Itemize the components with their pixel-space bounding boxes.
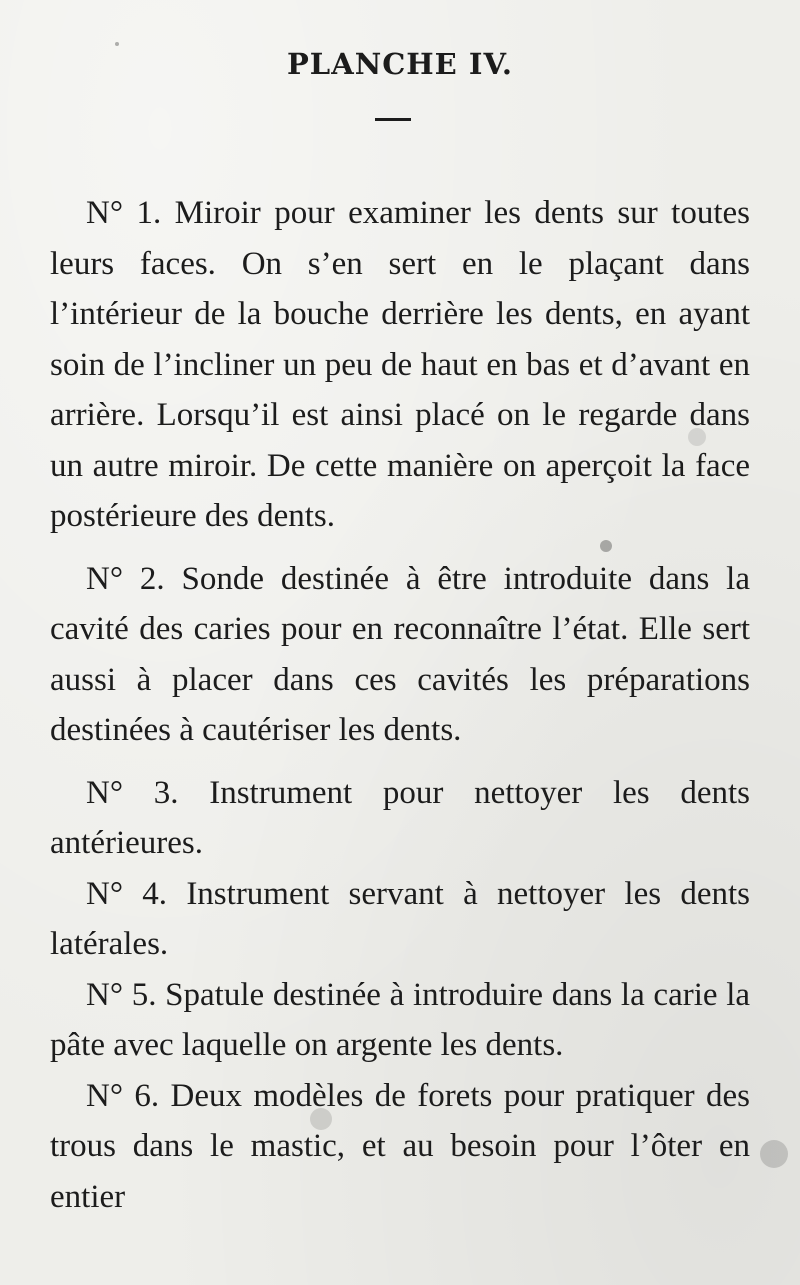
paper-speck (688, 428, 706, 446)
entry-2 (50, 554, 750, 756)
plate-description (50, 188, 750, 1222)
entry-1 (50, 188, 750, 542)
entry-text: Instrument pour nettoyer les dents antérieures. (50, 774, 750, 861)
entry-number: N° 1. (86, 195, 162, 231)
entry-text: Deux modèles de forets pour pratiquer des trous dans le mastic, et au besoin pour l’ôter en entier (50, 1077, 751, 1215)
entry-text: Spatule destinée à introduire dans la carie la pâte avec laquelle on argente les dents. (50, 976, 751, 1063)
entry-5 (50, 970, 750, 1071)
paper-speck (600, 540, 612, 552)
paper-speck (115, 42, 119, 46)
entry-number: N° 2. (86, 560, 165, 597)
paper-speck (310, 1108, 332, 1130)
entry-text: Instrument servant à nettoyer les dents latérales. (50, 875, 750, 962)
title-divider (375, 118, 411, 121)
entry-6 (50, 1071, 750, 1223)
entry-3 (50, 768, 750, 869)
entry-text: Miroir pour examiner les dents sur toutes leurs faces. On s’en sert en le plaçant dans l’intérieur de la bouche derrière les dents, en ayant soin de l’incliner un peu de haut en bas et d’avant en arrière. Lorsqu’il est ainsi placé on le regarde dans un autre miroir. De cette manière on aperçoit la face postérieure des dents. (50, 195, 751, 534)
entry-text: Sonde destinée à être introduite dans la cavité des caries pour en reconnaître l’état. Elle sert aussi à placer dans ces cavités les préparations destinées à cautériser les dents. (50, 560, 750, 748)
entry-number: N° 4. (86, 875, 168, 912)
entry-number: N° 6. (86, 1077, 160, 1114)
entry-4 (50, 869, 750, 970)
paper-speck (760, 1140, 788, 1168)
entry-number: N° 5. (86, 976, 157, 1013)
entry-number: N° 3. (86, 774, 179, 811)
plate-title: PLANCHE IV. (287, 47, 513, 81)
